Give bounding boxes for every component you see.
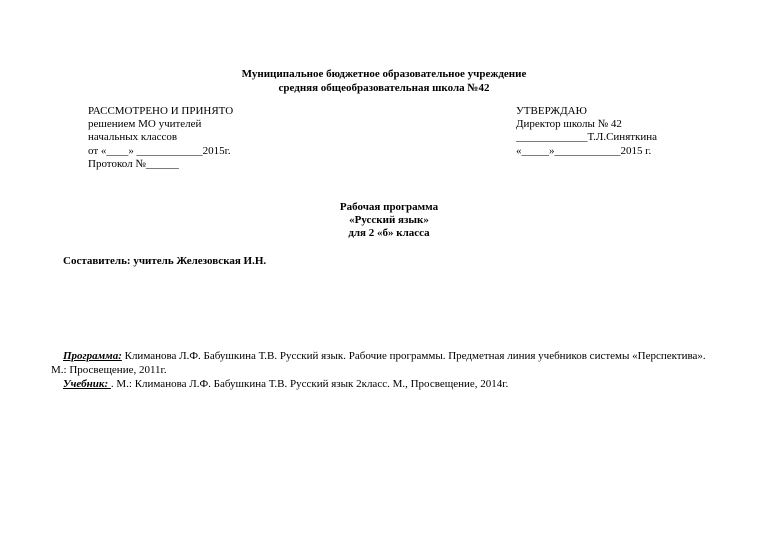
program-text2: М.: Просвещение, 2011г. — [51, 364, 167, 376]
textbook-text: . М.: Климанова Л.Ф. Бабушкина Т.В. Русский язык 2класс. М., Просвещение, 2014г. — [110, 378, 509, 390]
approval-right-title: УТВЕРЖДАЮ — [516, 105, 587, 117]
approval-left-line2: начальных классов — [88, 131, 178, 144]
approval-left-title: РАССМОТРЕНО И ПРИНЯТО — [88, 105, 234, 117]
textbook-line — [63, 377, 508, 391]
approval-left-block — [88, 105, 233, 171]
program-title-block — [0, 201, 768, 240]
program-title-line2: «Русский язык» — [349, 214, 429, 226]
approval-right-block — [516, 105, 657, 158]
approval-right-line1: Директор школы № 42 — [516, 118, 622, 131]
institution-name-line1: Муниципальное бюджетное образовательное учреждение — [241, 68, 527, 80]
approval-left-protocol: Протокол №______ — [88, 157, 179, 170]
author-line: Составитель: учитель Железовская И.Н. — [63, 255, 267, 267]
approval-left-date: от «____» ____________2015г. — [88, 144, 231, 157]
textbook-label: Учебник: — [63, 378, 111, 390]
approval-right-date: «_____»____________2015 г. — [516, 144, 652, 157]
institution-header — [0, 67, 768, 95]
approval-right-signature: _____________Т.Л.Синяткина — [516, 131, 658, 144]
program-line1 — [63, 349, 706, 363]
program-text1: Климанова Л.Ф. Бабушкина Т.В. Русский язык. Рабочие программы. Предметная линия учебников системы «Перспектива». — [121, 350, 706, 362]
program-title-line3: для 2 «б» класса — [348, 227, 430, 239]
program-title-line1: Рабочая программа — [339, 201, 439, 213]
institution-name-line2: средняя общеобразовательная школа №42 — [278, 82, 490, 94]
program-label: Программа: — [63, 350, 122, 362]
approval-left-line1: решением МО учителей — [88, 118, 202, 131]
